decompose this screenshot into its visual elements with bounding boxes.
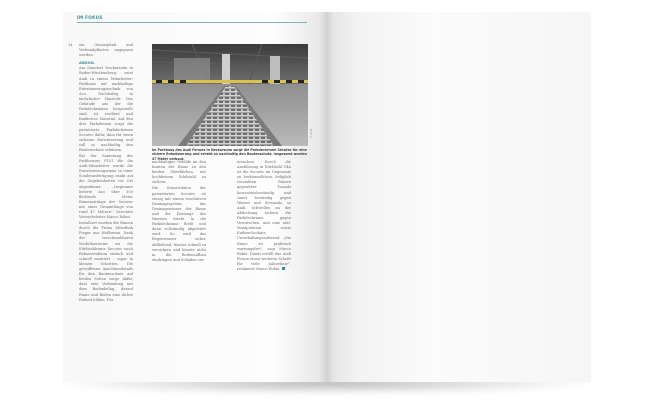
column-intro: ein Gussasphalt und Verbundpflaster, angepasst werden. xyxy=(79,43,133,58)
section-rule xyxy=(77,22,307,23)
text-column-2 xyxy=(152,160,206,264)
right-page xyxy=(326,12,591,382)
paragraph xyxy=(237,160,291,272)
text-column-1 xyxy=(79,43,133,304)
parking-deck-drain-photo xyxy=(152,44,308,146)
paragraph: Die Konstruktion der patentierten Secutec ist einzig mit einem resolutiven Drainagesystem, das Drainagewasser der Rinne und die Drainage des Wassers direkt in die Parkdeckrinne fließt und dann vollständig abgeleitet wird. So wird das Regenwasser sicher abfließend. Wasser schnell zu versickern und könnte nicht in die Bodenaufbau eindringen und Schäden ver- xyxy=(152,186,207,262)
photo-credit: © Audi xyxy=(310,128,313,138)
paragraph: Installiert wurden die Rinnen durch die Firma Mössflink Pieger aus Heilbronn. Dank der verschraubbaren Modulbauweise sei die Edelstahlrinne Secutec nach Rekonstruktion einfach und schnell montiert – sogar in kleinen Schritten. Die getroffenen Anschlussdetails für den Bautenschutz auf beiden Seiten sorge dafür, dass eine Verbindung mit dem Bodenbelag, darauf Rinne und Boden eine dichte Einheit bilden. Für xyxy=(79,221,133,302)
subhead: ABSOIL xyxy=(79,60,95,66)
page-number: 14 xyxy=(68,43,73,47)
paragraph: Am Standort Neckarsulm in Baden-Württemberg setzt Audi in einem Mitarbeiter-Parkhaus auf nachhaltige Entwässerungstechnik von Aco. Nachhaltig in mehrfacher Hinsicht: Das Gebäude aus der die Parkdeckrinnen hergestellt sind, ist resilient und fundiertes Material. Auf den drei Parkebenen sorgt die patentierte Parkdeckrinne Secutec dafür, dass für einen sicheren Entwässerung und soll so nachhaltig den Bautenschutz schützen. xyxy=(79,66,133,152)
paragraph: nachhaltiges Gebilde an den Kanten der Rinne zu den beiden Oberflächen, mit hochfestem Edelstahl zu sichern. xyxy=(152,160,206,185)
photo-caption: Im Parkhaus des Audi Forums in Neckarsulm sorgt die Parkdeckrinne Secutec für eine sichere Entwässerung und erhöht so nachhaltig den Bautenschutz. Insgesamt wurden 47 Meter verbaut. xyxy=(152,148,307,161)
text-column-3 xyxy=(237,160,291,273)
section-label: IM FOKUS xyxy=(77,15,103,20)
end-of-article-icon xyxy=(282,267,285,270)
paragraph-text: ursachen. Durch die Ausführung in Edelstahl V4A ist die Secutec im Gegensatz zu herkömmlichen, lediglich verzinkten Rinnen gegenüber Tausalz korrosionsbeständig und somit beständig gegen Wasser und Streusalz, so Audi. Schwellen an der Abdeckung sichern die Parkdeckrinne gegen Verrutschen, und eine anti-Manipulation sowie Einbruchschutz, Unterhaltungsaufwand: „Die Rinne ist praktisch wartungsfrei", sagt Marco Rokei. Damit erfüllt das Audi Forum einen weiteren Schritt für viele Jahrzehnte", resümiert Marco Rokei. xyxy=(237,160,291,271)
paragraph: Bei der Sanierung des Parkhauses P101 für die Audi-Mitarbeiter wurde die Entwässerungsrinne in einer Sonderanfertigung exakt auf die Gegebenheiten vor Ort abgestimmt. „Insgesamt lieferte Aco über 100 fließende Meter Rinnenstränge der Secutec mit einer Gesamtlänge von rund 47 Metern", berichtet Vertriebsleiter Marco Rokei. xyxy=(79,153,133,220)
